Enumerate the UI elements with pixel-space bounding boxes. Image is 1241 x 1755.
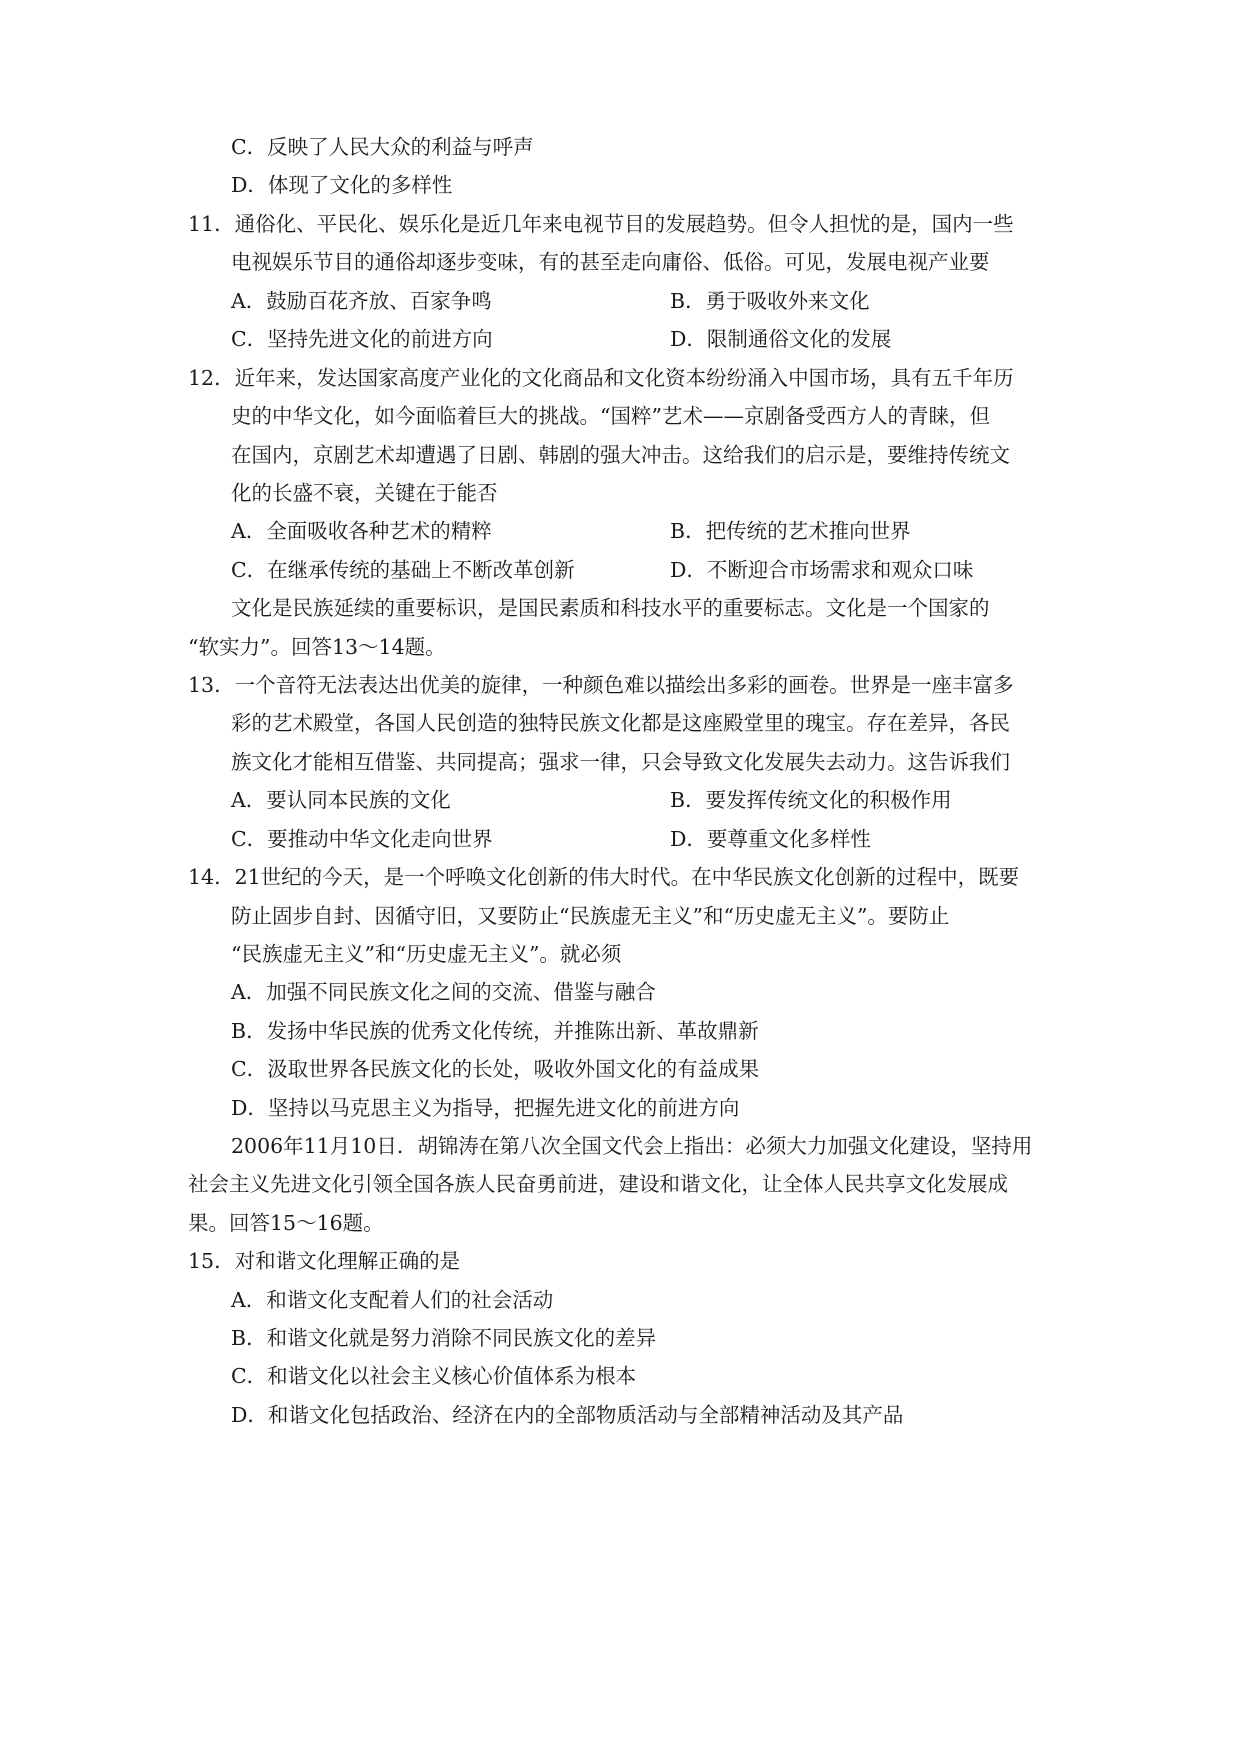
q13-option-d: D．要尊重文化多样性 xyxy=(670,827,871,851)
q12-stem-line-2: 史的中华文化，如今面临着巨大的挑战。“国粹”艺术——京剧备受西方人的青睐，但 xyxy=(231,404,990,428)
q15-stem: 15．对和谐文化理解正确的是 xyxy=(188,1249,461,1273)
q14-stem-line-3: “民族虚无主义”和“历史虚无主义”。就必须 xyxy=(231,942,622,966)
q13-stem-line-1: 13．一个音符无法表达出优美的旋律，一种颜色难以描绘出多彩的画卷。世界是一座丰富多 xyxy=(188,673,1014,697)
q12-stem-line-1: 12．近年来，发达国家高度产业化的文化商品和文化资本纷纷涌入中国市场，具有五千年历 xyxy=(188,366,1014,390)
q12-option-d: D．不断迎合市场需求和观众口味 xyxy=(670,558,974,582)
q14-option-a: A．加强不同民族文化之间的交流、借鉴与融合 xyxy=(231,980,656,1004)
q13-option-a: A．要认同本民族的文化 xyxy=(231,788,451,812)
intro-15-16-line-2: 社会主义先进文化引领全国各族人民奋勇前进，建设和谐文化，让全体人民共享文化发展成 xyxy=(188,1172,1008,1196)
q13-option-c: C．要推动中华文化走向世界 xyxy=(231,827,493,851)
q13-stem-line-3: 族文化才能相互借鉴、共同提高；强求一律，只会导致文化发展失去动力。这告诉我们 xyxy=(231,750,1010,774)
q14-option-b: B．发扬中华民族的优秀文化传统，并推陈出新、革故鼎新 xyxy=(231,1019,759,1043)
q14-stem-line-2: 防止固步自封、因循守旧，又要防止“民族虚无主义”和“历史虚无主义”。要防止 xyxy=(231,904,950,928)
q11-option-b: B．勇于吸收外来文化 xyxy=(670,289,870,313)
intro-13-14-line-1: 文化是民族延续的重要标识，是国民素质和科技水平的重要标志。文化是一个国家的 xyxy=(231,596,990,620)
q12-option-b: B．把传统的艺术推向世界 xyxy=(670,519,911,543)
q12-stem-line-4: 化的长盛不衰，关键在于能否 xyxy=(231,481,498,505)
q15-option-c: C．和谐文化以社会主义核心价值体系为根本 xyxy=(231,1364,637,1388)
q11-stem-line-2: 电视娱乐节目的通俗却逐步变味，有的甚至走向庸俗、低俗。可见，发展电视产业要 xyxy=(231,250,990,274)
q10-option-d: D．体现了文化的多样性 xyxy=(231,173,453,197)
q15-option-a: A．和谐文化支配着人们的社会活动 xyxy=(231,1288,554,1312)
q11-option-d: D．限制通俗文化的发展 xyxy=(670,327,892,351)
q13-stem-line-2: 彩的艺术殿堂，各国人民创造的独特民族文化都是这座殿堂里的瑰宝。存在差异，各民 xyxy=(231,711,1010,735)
q14-option-c: C．汲取世界各民族文化的长处，吸收外国文化的有益成果 xyxy=(231,1057,760,1081)
q14-stem-line-1: 14．21世纪的今天，是一个呼唤文化创新的伟大时代。在中华民族文化创新的过程中，既要 xyxy=(188,865,1020,889)
intro-15-16-line-1: 2006年11月10日．胡锦涛在第八次全国文代会上指出：必须大力加强文化建设，坚持用 xyxy=(231,1134,1033,1158)
q13-option-b: B．要发挥传统文化的积极作用 xyxy=(670,788,952,812)
q15-option-b: B．和谐文化就是努力消除不同民族文化的差异 xyxy=(231,1326,657,1350)
q15-option-d: D．和谐文化包括政治、经济在内的全部物质活动与全部精神活动及其产品 xyxy=(231,1403,904,1427)
q11-option-a: A．鼓励百花齐放、百家争鸣 xyxy=(231,289,492,313)
q12-stem-line-3: 在国内，京剧艺术却遭遇了日剧、韩剧的强大冲击。这给我们的启示是，要维持传统文 xyxy=(231,443,1010,467)
intro-13-14-line-2: “软实力”。回答13～14题。 xyxy=(188,635,446,659)
q12-option-c: C．在继承传统的基础上不断改革创新 xyxy=(231,558,575,582)
q14-option-d: D．坚持以马克思主义为指导，把握先进文化的前进方向 xyxy=(231,1096,740,1120)
q12-option-a: A．全面吸收各种艺术的精粹 xyxy=(231,519,492,543)
q10-option-c: C．反映了人民大众的利益与呼声 xyxy=(231,135,534,159)
q11-stem-line-1: 11．通俗化、平民化、娱乐化是近几年来电视节目的发展趋势。但令人担忧的是，国内一些 xyxy=(188,212,1014,236)
q11-option-c: C．坚持先进文化的前进方向 xyxy=(231,327,493,351)
intro-15-16-line-3: 果。回答15～16题。 xyxy=(188,1211,384,1235)
